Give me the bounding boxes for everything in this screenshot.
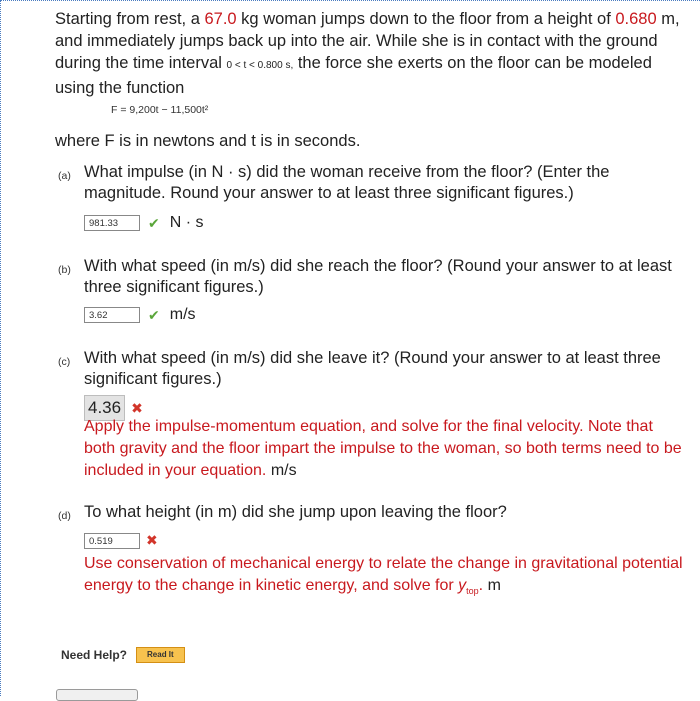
- force-formula: F = 9,200t − 11,500t²: [111, 104, 209, 116]
- intro-text-1: Starting from rest, a: [55, 10, 205, 28]
- part-c-feedback-text: Apply the impulse-momentum equation, and solve for the final velocity. Note that both gravity and the floor impart the impulse to the woman, so both terms need to be included in your equation.: [84, 418, 682, 479]
- read-it-button[interactable]: Read It: [136, 647, 185, 663]
- problem-statement: [55, 8, 695, 99]
- intro-text-2: kg woman jumps down to the floor from a height of: [236, 10, 616, 28]
- mass-value: 67.0: [204, 10, 237, 28]
- part-c-feedback: [84, 416, 684, 482]
- need-help-section: [61, 647, 185, 663]
- cross-icon: ✖: [146, 532, 158, 548]
- part-c-text: With what speed (in m/s) did she leave it? (Round your answer to at least three significant figures.): [84, 349, 661, 388]
- y-variable-subscript: top: [466, 586, 479, 597]
- part-a-unit: N · s: [169, 214, 204, 231]
- part-a-label: (a): [58, 170, 71, 182]
- part-b-unit: m/s: [169, 306, 196, 323]
- part-d-label: (d): [58, 510, 71, 522]
- part-c-answer-input[interactable]: 4.36: [84, 395, 125, 421]
- part-b-answer-row: [84, 306, 196, 324]
- part-d-answer-input[interactable]: 0.519: [84, 533, 140, 549]
- intro-text-3: m, and immediately jumps back up into the air. While she is in contact with the ground during the time interval: [55, 10, 680, 72]
- part-c-label: (c): [58, 356, 71, 368]
- where-text: where F is in newtons and t is in seconds.: [55, 132, 361, 150]
- part-d-text: To what height (in m) did she jump upon leaving the floor?: [84, 503, 507, 521]
- part-d-answer-row: [84, 532, 158, 549]
- part-a-question: [58, 162, 688, 204]
- part-a-text: What impulse (in N · s) did the woman receive from the floor? (Enter the magnitude. Round your answer to at least three significant figures.): [84, 163, 610, 202]
- part-b-answer-input[interactable]: 3.62: [84, 307, 140, 323]
- part-d-feedback-text: Use conservation of mechanical energy to relate the change in gravitational potential energy to the change in kinetic energy, and solve for: [84, 555, 683, 594]
- part-b-text: With what speed (in m/s) did she reach the floor? (Round your answer to at least three significant figures.): [84, 257, 672, 296]
- check-icon: ✔: [148, 214, 160, 231]
- part-c-unit: m/s: [270, 462, 297, 479]
- cross-icon: ✖: [131, 399, 143, 416]
- check-icon: ✔: [148, 306, 160, 323]
- submit-button[interactable]: [56, 689, 138, 701]
- part-b-question: [58, 256, 688, 298]
- time-interval: 0 < t < 0.800 s,: [226, 60, 294, 71]
- intro-text-4: the force she exerts on the floor can be modeled using the function: [55, 54, 652, 97]
- height-value: 0.680: [615, 10, 657, 28]
- part-d-unit: m: [487, 577, 501, 594]
- part-c-question: [58, 348, 688, 390]
- part-d-question: [58, 502, 688, 523]
- part-b-label: (b): [58, 264, 71, 276]
- need-help-label: Need Help?: [61, 648, 128, 662]
- part-d-feedback: Use conservation of mechanical energy to relate the change in gravitational potential energy to the change in kinetic energy, and solve for $y_{top}$. m: [84, 555, 683, 597]
- y-variable: y: [458, 577, 467, 594]
- part-a-answer-row: [84, 214, 204, 232]
- part-a-answer-input[interactable]: 981.33: [84, 215, 140, 231]
